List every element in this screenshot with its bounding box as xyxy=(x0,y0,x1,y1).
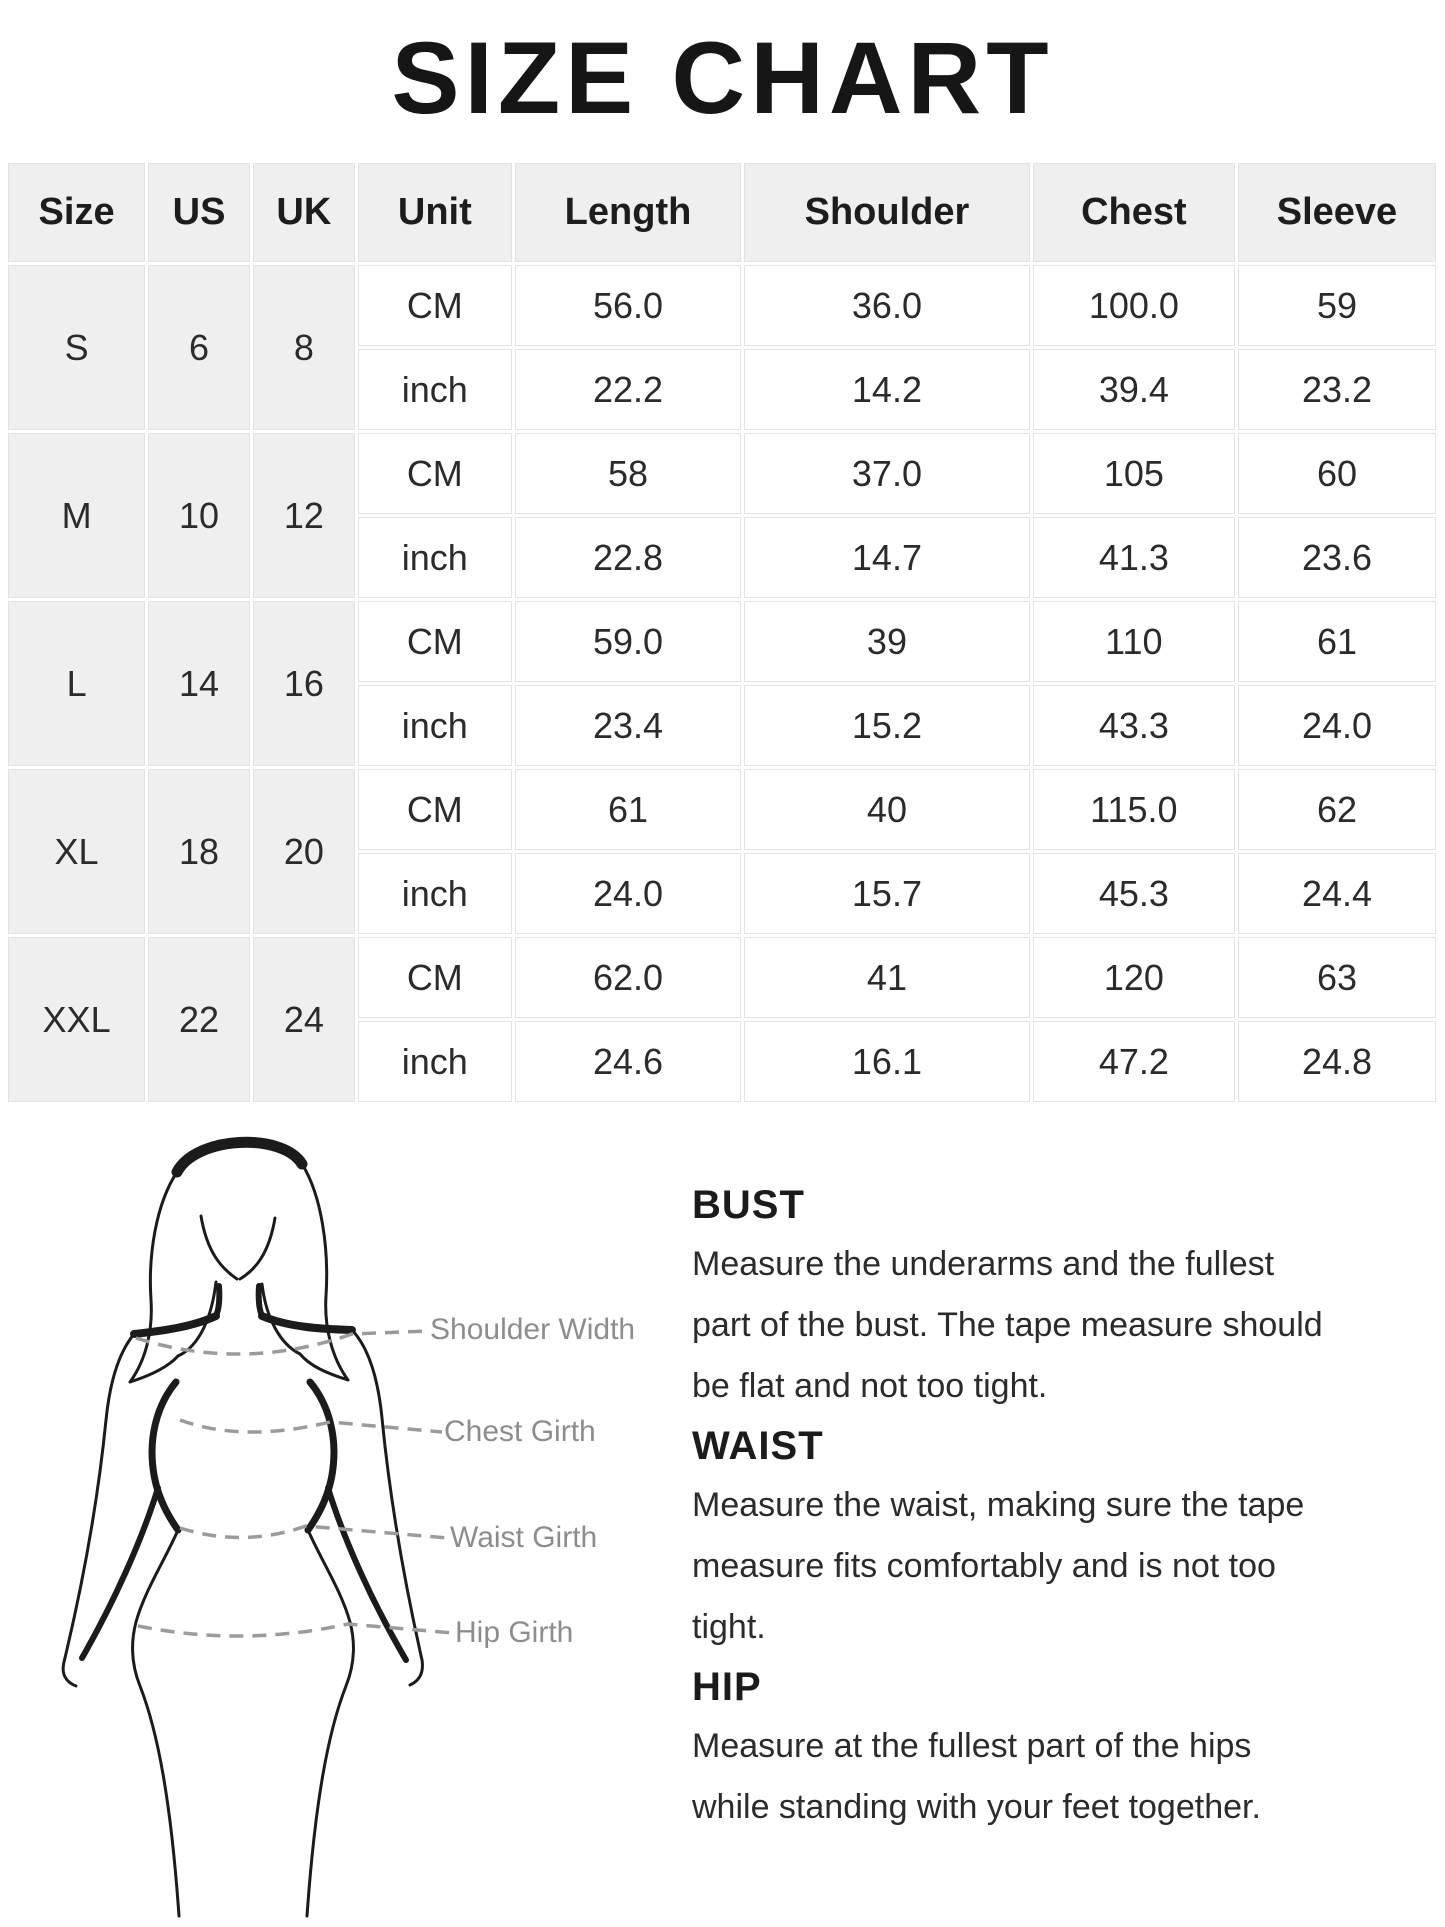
waist-girth-label: Waist Girth xyxy=(450,1521,598,1554)
table-row xyxy=(8,601,1436,682)
table-row xyxy=(8,769,1436,850)
value-cell: 110 xyxy=(1033,601,1235,682)
section-heading-waist: WAIST xyxy=(692,1424,824,1468)
measuring-instructions xyxy=(692,1176,1402,1838)
size-cell: L xyxy=(8,601,145,766)
value-cell: 60 xyxy=(1238,433,1436,514)
unit-cell: CM xyxy=(358,769,512,850)
us-cell: 6 xyxy=(148,265,250,430)
column-header-shoulder: Shoulder xyxy=(744,163,1030,262)
uk-cell: 12 xyxy=(253,433,355,598)
value-cell: 14.7 xyxy=(744,517,1030,598)
value-cell: 40 xyxy=(744,769,1030,850)
shoulder-width-label: Shoulder Width xyxy=(430,1313,636,1346)
uk-cell: 8 xyxy=(253,265,355,430)
us-cell: 10 xyxy=(148,433,250,598)
value-cell: 120 xyxy=(1033,937,1235,1018)
uk-cell: 20 xyxy=(253,769,355,934)
unit-cell: inch xyxy=(358,685,512,766)
chest-girth-dash xyxy=(180,1420,442,1432)
value-cell: 24.8 xyxy=(1238,1021,1436,1102)
value-cell: 22.8 xyxy=(515,517,741,598)
value-cell: 62 xyxy=(1238,769,1436,850)
column-header-sleeve: Sleeve xyxy=(1238,163,1436,262)
section-heading-hip: HIP xyxy=(692,1665,762,1709)
value-cell: 15.2 xyxy=(744,685,1030,766)
column-header-chest: Chest xyxy=(1033,163,1235,262)
page-title: SIZE CHART xyxy=(391,21,1054,135)
value-cell: 39 xyxy=(744,601,1030,682)
us-cell: 14 xyxy=(148,601,250,766)
value-cell: 115.0 xyxy=(1033,769,1235,850)
value-cell: 24.6 xyxy=(515,1021,741,1102)
hip-girth-dash xyxy=(138,1624,453,1636)
unit-cell: inch xyxy=(358,517,512,598)
table-row xyxy=(8,937,1436,1018)
unit-cell: inch xyxy=(358,1021,512,1102)
value-cell: 105 xyxy=(1033,433,1235,514)
value-cell: 41.3 xyxy=(1033,517,1235,598)
unit-cell: inch xyxy=(358,349,512,430)
value-cell: 61 xyxy=(515,769,741,850)
unit-cell: CM xyxy=(358,937,512,1018)
size-cell: XXL xyxy=(8,937,145,1102)
section-line: while standing with your feet together. xyxy=(692,1788,1261,1826)
value-cell: 58 xyxy=(515,433,741,514)
section-line: measure fits comfortably and is not too xyxy=(692,1547,1276,1585)
size-cell: S xyxy=(8,265,145,430)
chest-girth-label: Chest Girth xyxy=(444,1415,596,1448)
size-table xyxy=(5,160,1439,1105)
section-line: Measure the underarms and the fullest xyxy=(692,1245,1275,1283)
waist-girth-dash xyxy=(180,1526,448,1538)
uk-cell: 24 xyxy=(253,937,355,1102)
value-cell: 62.0 xyxy=(515,937,741,1018)
value-cell: 59.0 xyxy=(515,601,741,682)
value-cell: 15.7 xyxy=(744,853,1030,934)
section-line: be flat and not too tight. xyxy=(692,1367,1048,1405)
value-cell: 14.2 xyxy=(744,349,1030,430)
value-cell: 47.2 xyxy=(1033,1021,1235,1102)
value-cell: 22.2 xyxy=(515,349,741,430)
column-header-uk: UK xyxy=(253,163,355,262)
value-cell: 24.4 xyxy=(1238,853,1436,934)
unit-cell: CM xyxy=(358,601,512,682)
value-cell: 36.0 xyxy=(744,265,1030,346)
size-cell: M xyxy=(8,433,145,598)
us-cell: 18 xyxy=(148,769,250,934)
value-cell: 56.0 xyxy=(515,265,741,346)
table-row xyxy=(8,433,1436,514)
table-header-row xyxy=(8,163,1436,262)
column-header-size: Size xyxy=(8,163,145,262)
unit-cell: inch xyxy=(358,853,512,934)
table-row xyxy=(8,265,1436,346)
column-header-unit: Unit xyxy=(358,163,512,262)
section-line: part of the bust. The tape measure should xyxy=(692,1306,1323,1344)
section-line: Measure at the fullest part of the hips xyxy=(692,1727,1252,1765)
uk-cell: 16 xyxy=(253,601,355,766)
value-cell: 63 xyxy=(1238,937,1436,1018)
hip-girth-label: Hip Girth xyxy=(455,1616,574,1649)
size-cell: XL xyxy=(8,769,145,934)
value-cell: 100.0 xyxy=(1033,265,1235,346)
value-cell: 24.0 xyxy=(515,853,741,934)
value-cell: 43.3 xyxy=(1033,685,1235,766)
unit-cell: CM xyxy=(358,433,512,514)
value-cell: 23.6 xyxy=(1238,517,1436,598)
value-cell: 39.4 xyxy=(1033,349,1235,430)
value-cell: 61 xyxy=(1238,601,1436,682)
unit-cell: CM xyxy=(358,265,512,346)
value-cell: 37.0 xyxy=(744,433,1030,514)
us-cell: 22 xyxy=(148,937,250,1102)
column-header-us: US xyxy=(148,163,250,262)
value-cell: 59 xyxy=(1238,265,1436,346)
value-cell: 41 xyxy=(744,937,1030,1018)
section-line: Measure the waist, making sure the tape xyxy=(692,1486,1305,1524)
shoulder-width-dash xyxy=(136,1331,428,1354)
value-cell: 16.1 xyxy=(744,1021,1030,1102)
section-heading-bust: BUST xyxy=(692,1183,805,1227)
section-line: tight. xyxy=(692,1608,766,1646)
value-cell: 24.0 xyxy=(1238,685,1436,766)
value-cell: 23.4 xyxy=(515,685,741,766)
value-cell: 23.2 xyxy=(1238,349,1436,430)
value-cell: 45.3 xyxy=(1033,853,1235,934)
column-header-length: Length xyxy=(515,163,741,262)
